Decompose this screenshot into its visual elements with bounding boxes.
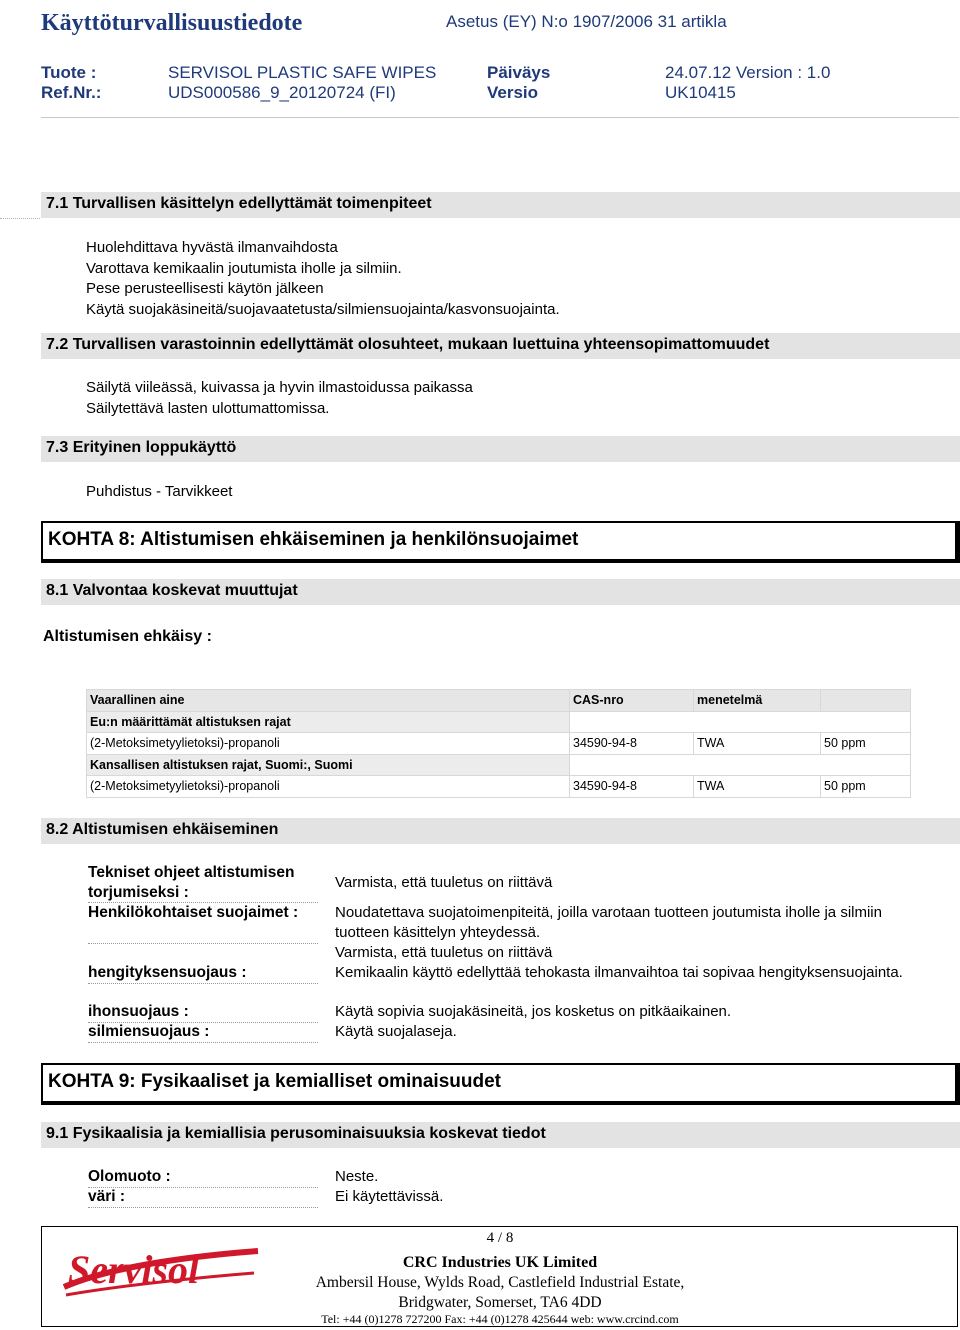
- margin-dotted-line: [0, 218, 40, 219]
- company-name: CRC Industries UK Limited: [402, 1254, 598, 1271]
- property-label-form: Olomuoto :: [88, 1167, 318, 1188]
- date-value: 24.07.12 Version : 1.0: [665, 63, 831, 82]
- company-address-line-2: Bridgwater, Somerset, TA6 4DD: [398, 1294, 602, 1311]
- section-8-title-box: KOHTA 8: Altistumisen ehkäiseminen ja henkilönsuojaimet: [41, 521, 960, 563]
- table-header-cell: Vaarallinen aine: [87, 690, 570, 712]
- table-group-label: Kansallisen altistuksen rajat, Suomi:, Suomi: [87, 754, 570, 776]
- control-label-engineering: Tekniset ohjeet altistumisen torjumiseksi :: [88, 863, 318, 903]
- property-label-colour: väri :: [88, 1187, 318, 1208]
- control-label-respiratory: hengityksensuojaus :: [88, 963, 318, 984]
- property-value-form: Neste.: [335, 1168, 379, 1185]
- control-value-personal: Noudatettava suojatoimenpiteitä, joilla varotaan tuotteen joutumista iholle ja silmiin tuotteen käsittelyn yhteydessä. Varmista, että tuuletus on riittävä: [335, 904, 882, 961]
- version-value: UK10415: [665, 83, 736, 102]
- subsection-heading-7-2: 7.2 Turvallisen varastoinnin edellyttämät olosuhteet, mukaan luettuina yhteensopimattomuudet: [41, 333, 960, 359]
- table-cell: TWA: [694, 733, 821, 755]
- subsection-heading-9-1: 9.1 Fysikaalisia ja kemiallisia perusominaisuuksia koskevat tiedot: [41, 1122, 960, 1148]
- header-divider: [41, 117, 959, 118]
- property-value-colour: Ei käytettävissä.: [335, 1188, 444, 1205]
- handling-measures-text: Huolehdittava hyvästä ilmanvaihdosta Varottava kemikaalin joutumista iholle ja silmiin. Pese perusteellisesti käytön jälkeen Käytä suojakäsineitä/suojavaatetusta/silmiensuojainta/kasvonsuojainta.: [86, 239, 560, 318]
- table-group-row: [87, 754, 911, 776]
- table-cell: 50 ppm: [821, 733, 911, 755]
- product-label: Tuote :: [41, 63, 97, 82]
- regulation-reference: Asetus (EY) N:o 1907/2006 31 artikla: [446, 12, 727, 31]
- table-group-label: Eu:n määrittämät altistuksen rajat: [87, 711, 570, 733]
- table-cell: [570, 711, 911, 733]
- exposure-limits-table: [86, 689, 911, 798]
- table-cell: [570, 754, 911, 776]
- servisol-logo: [54, 1237, 264, 1309]
- control-value-respiratory: Kemikaalin käyttö edellyttää tehokasta ilmanvaihtoa tai sopivaa hengityksensuojainta.: [335, 964, 903, 981]
- table-row: [87, 733, 911, 755]
- subsection-heading-7-1: 7.1 Turvallisen käsittelyn edellyttämät toimenpiteet: [41, 192, 960, 218]
- table-row: [87, 776, 911, 798]
- subsection-heading-7-3: 7.3 Erityinen loppukäyttö: [41, 436, 960, 462]
- subsection-heading-8-1: 8.1 Valvontaa koskevat muuttujat: [41, 579, 960, 605]
- company-contact: Tel: +44 (0)1278 727200 Fax: +44 (0)1278 425644 web: www.crcind.com: [321, 1312, 679, 1326]
- storage-conditions-text: Säilytä viileässä, kuivassa ja hyvin ilmastoidussa paikassa Säilytettävä lasten ulottumattomissa.: [86, 379, 473, 417]
- control-value-eye: Käytä suojalaseja.: [335, 1023, 457, 1040]
- table-cell: 34590-94-8: [570, 776, 694, 798]
- table-header-cell: [821, 690, 911, 712]
- control-value-engineering: Varmista, että tuuletus on riittävä: [335, 874, 553, 891]
- company-address-line-1: Ambersil House, Wylds Road, Castlefield Industrial Estate,: [315, 1274, 685, 1291]
- section-9-title-box: KOHTA 9: Fysikaaliset ja kemialliset ominaisuudet: [41, 1063, 960, 1105]
- table-header-row: [87, 690, 911, 712]
- servisol-logo-icon: [54, 1237, 264, 1309]
- control-value-skin: Käytä sopivia suojakäsineitä, jos kosketus on pitkäaikainen.: [335, 1003, 732, 1020]
- table-cell: (2-Metoksimetyylietoksi)-propanoli: [87, 776, 570, 798]
- table-cell: TWA: [694, 776, 821, 798]
- table-header-cell: menetelmä: [694, 690, 821, 712]
- control-label-skin: ihonsuojaus :: [88, 1002, 318, 1023]
- document-title: Käyttöturvallisuustiedote: [41, 10, 303, 36]
- svg-text:Servisol: Servisol: [68, 1247, 200, 1292]
- control-label-personal: Henkilökohtaiset suojaimet :: [88, 903, 318, 944]
- page-number: 4 / 8: [486, 1230, 514, 1246]
- table-cell: 34590-94-8: [570, 733, 694, 755]
- table-cell: (2-Metoksimetyylietoksi)-propanoli: [87, 733, 570, 755]
- end-use-text: Puhdistus - Tarvikkeet: [86, 483, 233, 500]
- date-label: Päiväys: [487, 63, 551, 82]
- table-group-row: [87, 711, 911, 733]
- table-cell: 50 ppm: [821, 776, 911, 798]
- exposure-control-label: Altistumisen ehkäisy :: [43, 628, 212, 645]
- control-label-eye: silmiensuojaus :: [88, 1022, 318, 1043]
- ref-value: UDS000586_9_20120724 (FI): [168, 83, 396, 102]
- table-header-cell: CAS-nro: [570, 690, 694, 712]
- product-value: SERVISOL PLASTIC SAFE WIPES: [168, 63, 437, 82]
- version-label: Versio: [487, 83, 539, 102]
- ref-label: Ref.Nr.:: [41, 83, 102, 102]
- subsection-heading-8-2: 8.2 Altistumisen ehkäiseminen: [41, 818, 960, 844]
